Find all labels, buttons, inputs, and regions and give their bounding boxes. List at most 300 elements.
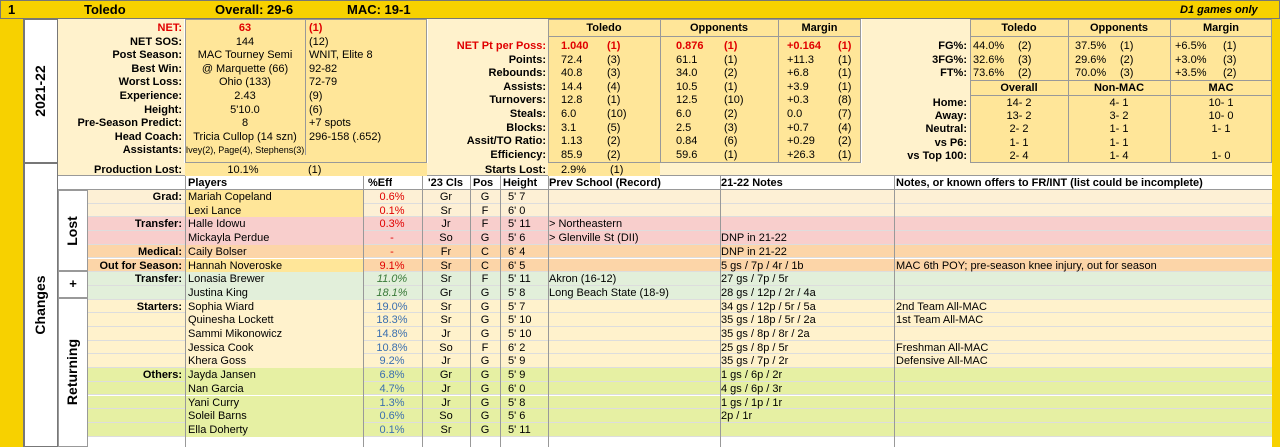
team-info-rank: (1) [309, 22, 323, 34]
roster-height: 6' 4 [508, 245, 526, 258]
stat-opp-rank: (2) [724, 67, 738, 80]
shoot-opp-rank: (1) [1120, 40, 1134, 52]
roster-cls: Sr [440, 423, 452, 436]
team-info-label: Best Win: [131, 62, 182, 75]
roster-height: 6' 2 [508, 341, 526, 354]
stat-label: Rebounds: [488, 67, 546, 80]
roster-notes: 1 gs / 1p / 1r [721, 396, 783, 409]
roster-group: Transfer: [134, 273, 182, 286]
roster-height: 5' 11 [508, 218, 531, 231]
roster-header-pos: Pos [473, 177, 494, 189]
shoot-label: 3FG%: [932, 53, 967, 66]
roster-header-cls: '23 Cls [428, 177, 464, 189]
roster-col-sep [720, 176, 721, 447]
plus-label: + [69, 277, 77, 290]
roster-cls: Sr [440, 273, 452, 286]
roster-cls: Gr [439, 191, 453, 203]
roster-header-eff: %Eff [368, 177, 393, 189]
roster-height: 5' 9 [508, 369, 526, 382]
shoot-team: 32.6% [973, 53, 1005, 66]
roster-notes: 34 gs / 12p / 5r / 5a [721, 300, 816, 313]
roster-eff: 0.1% [379, 204, 405, 217]
stat-margin-rank: (8) [838, 94, 852, 107]
stat-label: Efficiency: [490, 148, 546, 161]
roster-offers: MAC 6th POY; pre-season knee injury, out for season [896, 259, 1157, 272]
stat-margin-rank: (1) [838, 67, 852, 80]
roster-name: Hannah Noveroske [188, 259, 283, 272]
roster-offers: 1st Team All-MAC [896, 314, 984, 327]
roster-group: Out for Season: [99, 259, 182, 272]
roster-height: 5' 11 [508, 423, 531, 436]
d1-note: D1 games only [1180, 4, 1258, 16]
roster-height: 5' 10 [508, 328, 532, 340]
roster-pos: G [480, 355, 490, 368]
roster-notes: 35 gs / 7p / 2r [721, 355, 789, 368]
roster-col-sep [470, 176, 471, 447]
roster-header-players: Players [188, 177, 228, 189]
returning-label: Returning [64, 338, 80, 406]
team-info-rank: WNIT, Elite 8 [309, 49, 373, 62]
roster-pos: G [480, 314, 490, 327]
roster-pos: G [480, 191, 490, 203]
stat-team: 85.9 [561, 148, 583, 161]
record-mac: 10- 1 [1208, 97, 1234, 109]
header-bar [0, 0, 1280, 19]
roster-height: 6' 0 [508, 382, 526, 395]
stat-margin: +0.3 [787, 94, 809, 107]
roster-cls: Jr [441, 396, 451, 409]
stat-opp-rank: (1) [724, 53, 738, 66]
record-nonmac: 1- 1 [1109, 136, 1129, 149]
shoot-margin: +6.5% [1175, 40, 1207, 52]
stat-team: 40.8 [561, 67, 583, 80]
roster-offers: Defensive All-MAC [896, 355, 988, 368]
stat-margin-rank: (1) [838, 80, 852, 93]
shoot-team-rank: (2) [1018, 40, 1032, 52]
team-info-sep [305, 141, 306, 155]
team-info-value: 63 [238, 22, 252, 34]
stat-opp: 34.0 [676, 67, 698, 80]
team-name: Toledo [84, 3, 126, 16]
roster-height: 5' 10 [508, 314, 532, 327]
roster-height: 5' 8 [508, 396, 526, 409]
roster-name: Lexi Lance [188, 204, 242, 217]
shoot-header-line [970, 36, 1272, 37]
stat-opp-rank: (3) [724, 121, 738, 134]
roster-group: Transfer: [134, 218, 182, 231]
roster-eff: 18.1% [376, 286, 408, 299]
roster-pos: G [480, 328, 490, 340]
roster-eff: 6.8% [379, 369, 405, 382]
roster-pos: C [481, 245, 489, 258]
stat-opp: 0.84 [676, 135, 698, 148]
roster-cls: So [439, 341, 453, 354]
stat-team-rank: (4) [607, 80, 621, 93]
record-overall: 2- 2 [1009, 123, 1029, 136]
production-lost-rank: (1) [308, 164, 322, 176]
team-info-rank: (9) [309, 90, 323, 102]
shoot-team: 73.6% [973, 67, 1005, 80]
roster-pos: G [480, 232, 490, 245]
roster-cls: So [439, 232, 453, 245]
stat-label: Assists: [503, 80, 546, 93]
shoot-margin: +3.5% [1175, 67, 1207, 80]
team-info-label: NET: [157, 22, 182, 34]
roster-header-offers: Notes, or known offers to FR/INT (list could be incomplete) [896, 177, 1203, 189]
stats-header-team: Toledo [586, 22, 622, 34]
roster-name: Soleil Barns [188, 410, 247, 423]
roster-eff: 11.0% [376, 273, 408, 286]
stat-margin: +0.29 [787, 135, 815, 148]
stats-header-opp: Opponents [689, 22, 749, 34]
roster-col-sep [500, 176, 501, 447]
roster-name: Justina King [188, 286, 248, 299]
record-label: vs Top 100: [907, 149, 967, 162]
stat-margin-rank: (1) [838, 148, 852, 161]
stat-opp: 6.0 [676, 108, 692, 120]
stat-opp-rank: (10) [724, 94, 744, 107]
shoot-opp: 29.6% [1075, 53, 1107, 66]
team-info-label: NET SOS: [130, 35, 182, 48]
roster-notes: DNP in 21-22 [721, 232, 787, 245]
conf-record: MAC: 19-1 [347, 3, 411, 16]
stats-header-margin: Margin [801, 22, 838, 34]
shoot-header-team: Toledo [1001, 22, 1037, 34]
roster-name: Sophia Wiard [188, 300, 255, 313]
shoot-team-rank: (2) [1018, 67, 1032, 80]
stats-sep-1 [660, 19, 661, 163]
stat-team-rank: (2) [607, 148, 621, 161]
team-info-value: Ivey(2), Page(4), Stephens(3) [185, 145, 305, 156]
roster-eff: 4.7% [379, 382, 405, 395]
roster-eff: 14.8% [376, 328, 408, 340]
roster-pos: G [480, 396, 490, 409]
record-mac: 1- 0 [1211, 149, 1231, 162]
roster-eff: 0.6% [379, 410, 405, 423]
record-overall: 13- 2 [1006, 110, 1032, 123]
shoot-opp-rank: (3) [1120, 67, 1134, 80]
stat-margin: +3.9 [787, 80, 809, 93]
team-info-rank: 92-82 [309, 62, 338, 75]
roster-pos: F [481, 273, 489, 286]
shoot-label: FT%: [940, 67, 967, 80]
stat-team-rank: (3) [607, 53, 621, 66]
stat-team: 6.0 [561, 108, 577, 120]
shoot-team-rank: (3) [1018, 53, 1032, 66]
production-lost-value: 10.1% [227, 164, 259, 176]
stat-team-rank: (1) [607, 94, 621, 107]
stat-opp-rank: (6) [724, 135, 738, 148]
roster-name: Lonasia Brewer [188, 273, 265, 286]
roster-cls: Jr [441, 328, 451, 340]
roster-eff: 18.3% [376, 314, 408, 327]
team-info-value: MAC Tourney Semi [197, 49, 293, 62]
stat-label: NET Pt per Poss: [456, 40, 546, 52]
roster-offers: Freshman All-MAC [896, 341, 989, 354]
roster-notes: 1 gs / 6p / 2r [721, 369, 783, 382]
roster-name: Jayda Jansen [188, 369, 256, 382]
starts-lost-rank: (1) [610, 164, 624, 176]
shoot-label: FG%: [938, 40, 967, 52]
roster-cls: Gr [439, 369, 453, 382]
right-strip [1272, 19, 1280, 447]
team-info-sep [305, 87, 306, 101]
team-info-sep [305, 33, 306, 47]
roster-header-height: Height [503, 177, 538, 189]
stat-team-rank: (2) [607, 135, 621, 148]
roster-col-sep [422, 176, 423, 447]
team-info-label: Head Coach: [114, 130, 182, 143]
team-info-sep [305, 60, 306, 74]
roster-notes: 4 gs / 6p / 3r [721, 382, 783, 395]
roster-height: 5' 8 [508, 286, 526, 299]
team-rank: 1 [8, 3, 16, 16]
roster-prev: Akron (16-12) [549, 273, 617, 286]
team-info-value: 2.43 [234, 90, 256, 102]
shoot-margin-rank: (3) [1223, 53, 1237, 66]
shoot-opp: 37.5% [1075, 40, 1107, 52]
record-header-mac: MAC [1208, 82, 1234, 94]
roster-pos: G [480, 286, 490, 299]
stat-opp: 12.5 [676, 94, 698, 107]
stat-opp-rank: (2) [724, 108, 738, 120]
record-nonmac: 1- 1 [1109, 123, 1129, 136]
roster-eff: 9.1% [379, 259, 405, 272]
roster-cls: Gr [439, 286, 453, 299]
shoot-opp-rank: (2) [1120, 53, 1134, 66]
roster-name: Ella Doherty [188, 423, 248, 436]
stat-label: Assit/TO Ratio: [466, 135, 546, 148]
record-header-overall: Overall [1000, 82, 1038, 94]
stat-margin: +0.164 [787, 40, 821, 52]
roster-height: 5' 7 [508, 300, 526, 313]
roster-group: Grad: [152, 191, 182, 203]
team-info-sep [305, 19, 306, 33]
stat-margin-rank: (1) [838, 53, 852, 66]
stat-margin: +6.8 [787, 67, 809, 80]
stat-margin-rank: (4) [838, 121, 852, 134]
roster-eff: - [390, 245, 394, 258]
team-info-label: Assistants: [122, 144, 182, 157]
roster-eff: 9.2% [379, 355, 405, 368]
stat-margin: 0.0 [787, 108, 803, 120]
record-label: Home: [932, 97, 967, 109]
record-mac: 10- 0 [1208, 110, 1234, 123]
team-info-rank: 72-79 [309, 76, 338, 89]
stat-opp: 0.876 [676, 40, 704, 52]
production-lost-label: Production Lost: [94, 164, 182, 176]
team-info-value: 144 [235, 35, 255, 48]
stat-label: Turnovers: [489, 94, 546, 107]
team-info-label: Pre-Season Predict: [77, 117, 182, 130]
record-label: Away: [934, 110, 967, 123]
team-info-value: 5'10.0 [230, 103, 260, 116]
stat-margin: +11.3 [787, 53, 815, 66]
roster-offers: 2nd Team All-MAC [896, 300, 987, 313]
stat-team: 72.4 [561, 53, 583, 66]
roster-col-sep [548, 176, 549, 447]
roster-pos: F [481, 204, 489, 217]
stat-margin: +26.3 [787, 148, 815, 161]
shoot-header-opp: Opponents [1089, 22, 1149, 34]
team-info-label: Experience: [119, 90, 182, 102]
roster-cls: Jr [441, 382, 451, 395]
roster-name: Caily Bolser [188, 245, 247, 258]
team-info-label: Worst Loss: [118, 76, 182, 89]
team-info-value: @ Marquette (66) [201, 62, 289, 75]
roster-pos: G [480, 300, 490, 313]
roster-height: 6' 0 [508, 204, 526, 217]
roster-eff: 0.1% [379, 423, 405, 436]
roster-height: 6' 5 [508, 259, 526, 272]
stat-label: Blocks: [506, 121, 546, 134]
starts-lost-value: 2.9% [561, 164, 587, 176]
team-info-rank: (12) [309, 35, 329, 48]
stat-team-rank: (10) [607, 108, 627, 120]
roster-name: Mariah Copeland [188, 191, 272, 203]
shoot-team: 44.0% [973, 40, 1005, 52]
season-label: 2021-22 [32, 65, 48, 117]
left-strip [0, 19, 24, 447]
roster-height: 5' 6 [508, 410, 526, 423]
roster-eff: 10.8% [376, 341, 408, 354]
roster-col-sep [894, 176, 895, 447]
roster-notes: 27 gs / 7p / 5r [721, 273, 789, 286]
stat-margin-rank: (7) [838, 108, 852, 120]
roster-cls: Jr [441, 218, 451, 231]
roster-name: Mickayla Perdue [188, 232, 270, 245]
roster-pos: C [481, 259, 489, 272]
team-info-value: Ohio (133) [219, 76, 271, 89]
team-info-sep [305, 46, 306, 60]
roster-notes: 35 gs / 18p / 5r / 2a [721, 314, 816, 327]
roster-pos: G [480, 410, 490, 423]
stat-team: 12.8 [561, 94, 583, 107]
roster-cls: Sr [440, 204, 452, 217]
record-nonmac: 3- 2 [1109, 110, 1129, 123]
stat-opp: 61.1 [676, 53, 698, 66]
roster-name: Khera Goss [188, 355, 247, 368]
record-overall: 1- 1 [1009, 136, 1029, 149]
team-info-value: Tricia Cullop (14 szn) [193, 130, 297, 143]
overall-record: Overall: 29-6 [215, 3, 294, 16]
shoot-margin-rank: (2) [1223, 67, 1237, 80]
roster-cls: Sr [440, 300, 452, 313]
roster-pos: G [480, 382, 490, 395]
roster-height: 5' 7 [508, 191, 526, 203]
roster-height: 5' 6 [508, 232, 526, 245]
stat-opp: 10.5 [676, 80, 698, 93]
roster-header-notes: 21-22 Notes [721, 177, 783, 189]
starts-lost-label: Starts Lost: [484, 164, 546, 176]
roster-name: Halle Idowu [188, 218, 246, 231]
roster-name: Quinesha Lockett [188, 314, 274, 327]
stat-label: Steals: [509, 108, 546, 120]
roster-notes: 2p / 1r [721, 410, 753, 423]
roster-name: Yani Curry [188, 396, 240, 409]
lost-label: Lost [64, 216, 80, 246]
roster-notes: DNP in 21-22 [721, 245, 787, 258]
roster-cls: Jr [441, 355, 451, 368]
stat-opp-rank: (1) [724, 40, 738, 52]
stat-team: 3.1 [561, 121, 577, 134]
stat-margin-rank: (2) [838, 135, 852, 148]
stat-opp: 59.6 [676, 148, 698, 161]
roster-eff: 19.0% [376, 300, 408, 313]
team-info-rank: +7 spots [309, 117, 351, 130]
roster-notes: 5 gs / 7p / 4r / 1b [721, 259, 804, 272]
roster-cls: Sr [440, 259, 452, 272]
record-label: Neutral: [925, 123, 967, 136]
roster-height: 5' 9 [508, 355, 526, 368]
roster-pos: F [481, 218, 489, 231]
roster-eff: - [390, 232, 394, 245]
stat-opp: 2.5 [676, 121, 692, 134]
record-header-nonmac: Non-MAC [1093, 82, 1145, 94]
team-info-sep [305, 128, 306, 142]
roster-prev: > Northeastern [549, 218, 623, 231]
roster-cls: So [439, 410, 453, 423]
changes-label: Changes [32, 275, 48, 335]
roster-pos: G [480, 423, 490, 436]
roster-pos: F [481, 341, 489, 354]
roster-group: Starters: [136, 300, 182, 313]
roster-group: Medical: [137, 245, 182, 258]
roster-name: Nan Garcia [188, 382, 244, 395]
record-overall: 14- 2 [1006, 97, 1032, 109]
record-mac: 1- 1 [1211, 123, 1231, 136]
shoot-opp: 70.0% [1075, 67, 1107, 80]
roster-eff: 0.3% [379, 218, 405, 231]
roster-header-prev: Prev School (Record) [549, 177, 661, 189]
shoot-header-margin: Margin [1202, 22, 1240, 34]
stats-header-line [548, 36, 861, 37]
roster-col-sep [363, 176, 364, 447]
stat-team: 1.13 [561, 135, 583, 148]
roster-pos: G [480, 369, 490, 382]
roster-height: 5' 11 [508, 273, 531, 286]
stat-team-rank: (1) [607, 40, 621, 52]
record-nonmac: 1- 4 [1109, 149, 1129, 162]
stat-team: 1.040 [561, 40, 589, 52]
roster-notes: 35 gs / 8p / 8r / 2a [721, 328, 810, 340]
stats-sep-2 [778, 19, 779, 163]
stat-team-rank: (5) [607, 121, 621, 134]
shoot-margin: +3.0% [1175, 53, 1207, 66]
roster-cls: Sr [440, 314, 452, 327]
roster-col-sep [185, 176, 186, 447]
stat-opp-rank: (1) [724, 80, 738, 93]
roster-eff: 0.6% [379, 191, 405, 203]
record-overall: 2- 4 [1009, 149, 1029, 162]
record-header-line [970, 95, 1272, 96]
team-info-sep [305, 73, 306, 87]
roster-name: Jessica Cook [188, 341, 254, 354]
stat-team-rank: (3) [607, 67, 621, 80]
team-info-label: Height: [144, 103, 182, 116]
roster-group: Others: [142, 369, 182, 382]
stat-opp-rank: (1) [724, 148, 738, 161]
record-nonmac: 4- 1 [1109, 97, 1129, 109]
team-info-sep [305, 101, 306, 115]
team-info-rank: 296-158 (.652) [309, 130, 382, 143]
roster-cls: Fr [440, 245, 452, 258]
team-info-value: 8 [241, 117, 249, 130]
shoot-margin-rank: (1) [1223, 40, 1237, 52]
roster-name: Sammi Mikonowicz [188, 328, 283, 340]
team-info-sep [305, 114, 306, 128]
record-label: vs P6: [934, 136, 967, 149]
